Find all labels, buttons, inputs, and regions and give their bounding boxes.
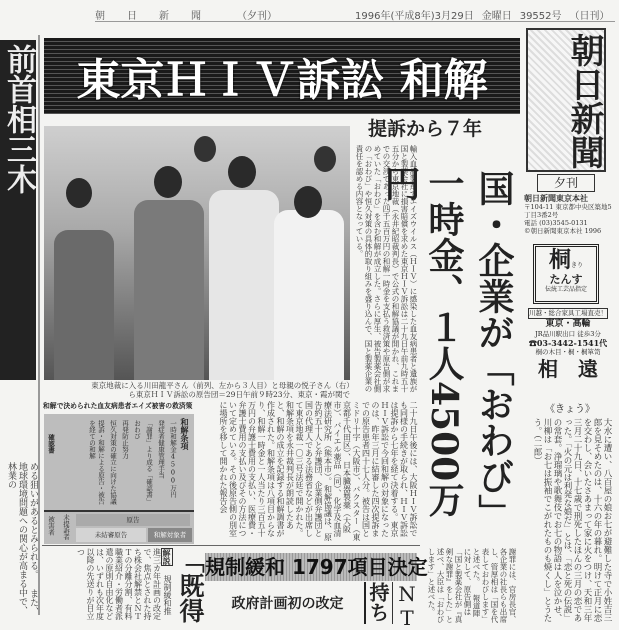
headline-main: 国・企業が「おわび」 bbox=[473, 170, 515, 530]
photo-caption: 東京地裁に入る川田龍平さん（前列、左から３人目）と母親の悦子さん（右）ら東京ＨＩＶ訴訟の原告団＝29日午前９時23分、東京・霞が関で bbox=[91, 381, 350, 399]
diagram-label-unfiled: 未提訴者 bbox=[62, 514, 70, 540]
diagram-divider bbox=[44, 510, 194, 512]
news-photo bbox=[44, 126, 350, 380]
left-text-top: める狙いがあるとみられる。 bbox=[28, 462, 38, 579]
sig-1: 相 bbox=[538, 357, 558, 381]
diagram-label-settlement-targets: 和解対象者 bbox=[148, 528, 192, 542]
subheadline: 提訴から７年 bbox=[368, 118, 483, 140]
paper-name: 朝日新聞 bbox=[95, 11, 223, 22]
diagram-item: 提訴・和解による原告・被告を経ての和解 bbox=[88, 420, 105, 505]
deregulation-subhead: 政府計画初の改定 bbox=[231, 596, 344, 612]
ad-place: 東京・高輪 bbox=[545, 319, 591, 329]
lead-paragraph: 輸入血液製剤でエイズウイルス（ＨＩＶ）に感染した血友病患者と遺族が国と製薬会社に損害賠償を求めた東京ＨＩＶ訴訟は二十九日午前九時五十五分から東京地裁（永井紀昭裁判長）で公式の和解協議が開かれ、これまでの交渉であった四千五百万円の和解一時金を支払う救済策や原告側が求めていた「おわび」を含む和解が成立した。さらに厚生、被告製薬会社側の「おわび」や恒久対策の具体的取り組みを盛り込んで、国と製薬企業の責任を認める内容となっている。 bbox=[355, 145, 418, 393]
diagram-title: 和解で決められた血友病患者エイズ被害の救済策 bbox=[43, 402, 193, 410]
section-divider bbox=[42, 545, 420, 546]
evening-edition-label: 夕刊 bbox=[537, 174, 595, 192]
diagram-item: おわび bbox=[133, 420, 141, 440]
publisher-info bbox=[524, 194, 612, 235]
person-figure bbox=[54, 230, 114, 380]
left-column-text bbox=[2, 462, 38, 622]
person-head bbox=[228, 156, 256, 188]
person-head bbox=[154, 166, 182, 198]
diagram-item: 発症者健康管理手当 bbox=[157, 420, 165, 479]
article-body: 二十九日午後には、大阪ＨＩＶ訴訟でも同様の手続きが取られ、ＨＩＶ訴訟は提訴から七年を経て決着する。東京ＨＩＶ訴訟で今回和解の対象になったのは、昨年三月に結審した四次提訴までの原告患者四十七人分。被告は国とミドリ十字（大阪市）、バクスター（東京都千代田区）、日本臓器製薬（大阪市）、バイエル薬品（同）、化学及血清療法研究所（熊本市）。和解協議は、原告約五十人と弁護団、企業側弁護団と国の代理人である法務省などが出席して東京地裁一〇三号法廷で開かれた。和解条項を永井裁判長が朗読したあと、和解の成立を記録する和解調書が作成された。和解条項は八項目からなり、和解一時金と一人当たり三百五十万円の弁護士費用の支払い、医療費・弁護士費用の支払い及びその方法について定めている。その後原告側の別室に場所を移して開かれた報告会 bbox=[219, 401, 418, 541]
person-figure bbox=[134, 200, 204, 380]
ad-banner: 川越・総合家具工場直売！ bbox=[529, 309, 607, 317]
person-head bbox=[314, 146, 336, 172]
kitoku-headline: 「既得 bbox=[176, 548, 205, 623]
relief-diagram bbox=[44, 414, 194, 544]
diagram-item: 恒久対策の確立に向けた協議 bbox=[109, 420, 117, 505]
issue-number: 39552号 bbox=[519, 11, 562, 22]
main-banner-headline: 東京ＨＩＶ訴訟 和解 bbox=[44, 38, 520, 114]
left-headline: 前首相三木 bbox=[0, 40, 36, 380]
column-rule bbox=[38, 35, 40, 615]
weekday: 金曜日 bbox=[481, 11, 512, 22]
sig-2: 遠 bbox=[578, 357, 598, 381]
ad-brand: 桐 bbox=[548, 247, 571, 273]
right-text-2: 謝罪には、官房長官、各企業の社長らも出席し、管厚相は「国を代表しておわびします」と述べた。 bbox=[472, 548, 517, 623]
diagram-item: 「謝罪」より成る「確認書」 bbox=[145, 420, 153, 505]
diagram-label-kakuninsho: 確認書 bbox=[47, 434, 55, 454]
bottom-right-text bbox=[422, 548, 517, 624]
publisher-copyright: ©朝日新聞東京本社 1996 bbox=[524, 227, 602, 235]
ad-phone: ☎03-3442-1541代 bbox=[528, 338, 608, 348]
headline-sub: 一時金、１人4500万円 bbox=[379, 165, 465, 518]
kyou-column-title: 《きょう》 bbox=[545, 404, 595, 415]
publisher-address: 〒104-11 東京都中央区築地5丁目3番2号 bbox=[524, 203, 612, 219]
advertisement-store bbox=[528, 308, 608, 381]
diagram-label-unconcluded: 未結審原告 bbox=[76, 528, 146, 542]
advertisement-kiri-tansu bbox=[533, 244, 599, 304]
person-figure bbox=[274, 210, 344, 380]
diagram-header: 和解条項 bbox=[180, 418, 190, 450]
kyou-title: きょう bbox=[555, 404, 585, 415]
person-head bbox=[294, 186, 322, 218]
edition: （夕刊） bbox=[237, 11, 277, 22]
deregulation-headline: 規制緩和 1797項目決定 bbox=[205, 555, 428, 579]
ad-reading: きり bbox=[571, 262, 584, 269]
person-head bbox=[66, 178, 92, 208]
date: 1996年(平成8年)3月29日 bbox=[355, 11, 474, 22]
publisher-name: 朝日新聞東京本社 bbox=[524, 193, 588, 203]
diagram-item: 再発防止努力 bbox=[121, 420, 129, 459]
right-text-1: 報道陣に対して、原告側は「国と製薬会社が『真剣な謝罪』をした」と述べ、大臣は「おわびします」と述べた。 bbox=[427, 548, 481, 623]
nt-headline: NT bbox=[392, 582, 420, 624]
commentary-text: 規制緩和推進三カ年計画の改定で、焦点とされた持ち株会社解禁とＮＴＴの分離分割、有料職業紹介・労働者派遣の原則自由化などは、いずれも次年度以降の先送りが目立つ bbox=[76, 548, 172, 620]
commentary bbox=[44, 548, 172, 622]
person-head bbox=[194, 136, 216, 162]
diagram-label-plaintiffs: 原告 bbox=[76, 514, 190, 526]
diagram-label-victims: 被害者 bbox=[47, 516, 55, 536]
commentary-label: 解説 bbox=[162, 549, 172, 565]
mochi-headline: 持ち bbox=[366, 582, 390, 622]
ad-signature bbox=[528, 357, 608, 381]
ad-note: 伝統工芸品指定 bbox=[544, 286, 587, 293]
ad-slogan: 桐の木目・桐・桐箪笥 bbox=[535, 348, 601, 356]
masthead bbox=[95, 8, 615, 22]
newspaper-logo: 朝日新聞 bbox=[526, 28, 606, 172]
person-figure bbox=[209, 190, 279, 380]
publisher-phone: 電話 (03)3545-0131 bbox=[524, 219, 588, 227]
daily-label: （日刊） bbox=[569, 11, 610, 22]
left-text-bottom: また、地球環境問題への関心が高まる中で、林業の bbox=[6, 462, 38, 616]
kyou-column-text: 大水に遭い、八百屋の娘お七が避難した寺で小姓吉三郎を見そめたのは、十六の年の暮れ。明けて正月に恋を交わし、会いたさあまって家に火をつけ、天和三年三月二十九日、十七歳で刑死したほんの三月の恋であった。「火の元は利発な娘だ」とは、「恋と死の伝説」の常套。浄瑠璃や歌舞伎でお七の物語は人を泣かせ、川柳は「お七は振袖でこがれたものも焼くし」とうたう。（二郎） bbox=[532, 418, 612, 622]
ad-product: たんす bbox=[549, 273, 583, 286]
diagram-item: 一時和解金4500万円 bbox=[169, 420, 177, 498]
ad-access: JR品川駅出口 徒歩3分 bbox=[535, 330, 601, 338]
